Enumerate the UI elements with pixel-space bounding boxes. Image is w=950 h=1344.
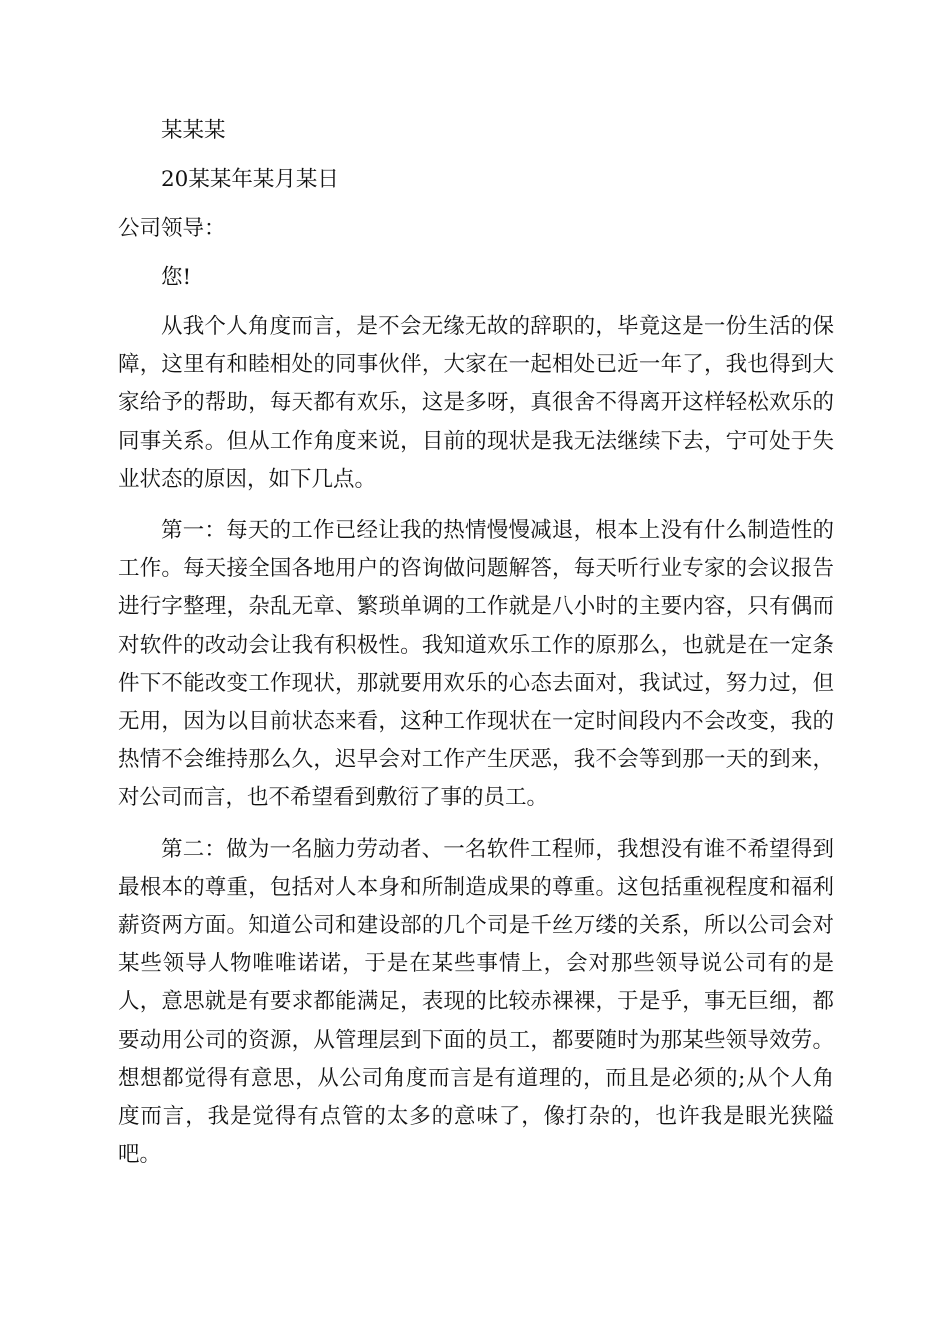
letter-page [118, 112, 834, 1187]
body-paragraph-first-reason: 第一：每天的工作已经让我的热情慢慢减退，根本上没有什么制造性的工作。每天接全国各地用户的咨询做问题解答，每天听行业专家的会议报告进行字整理，杂乱无章、繁琐单调的工作就是八小时的主要内容，只有偶而对软件的改动会让我有积极性。我知道欢乐工作的原那么，也就是在一定条件下不能改变工作现状，那就要用欢乐的心态去面对，我试过，努力过，但无用，因为以目前状态来看，这种工作现状在一定时间段内不会改变，我的热情不会维持那么久，迟早会对工作产生厌恶，我不会等到那一天的到来，对公司而言，也不希望看到敷衍了事的员工。 [118, 518, 834, 811]
body-paragraph-second-reason: 第二：做为一名脑力劳动者、一名软件工程师，我想没有谁不希望得到最根本的尊重，包括对人本身和所制造成果的尊重。这包括重视程度和福利薪资两方面。知道公司和建设部的几个司是千丝万缕的关系，所以公司会对某些领导人物唯唯诺诺，于是在某些事情上，会对那些领导说公司有的是人，意思就是有要求都能满足，表现的比较赤裸裸，于是乎，事无巨细，都要动用公司的资源，从管理层到下面的员工，都要随时为那某些领导效劳。想想都觉得有意思，从公司角度而言是有道理的，而且是必须的;从个人角度而言，我是觉得有点管的太多的意味了，像打杂的，也许我是眼光狭隘吧。 [118, 836, 834, 1168]
signature-name: 某某某 [161, 118, 226, 143]
salutation: 公司领导： [118, 216, 226, 241]
body-paragraph-intro: 从我个人角度而言，是不会无缘无故的辞职的，毕竟这是一份生活的保障，这里有和睦相处的同事伙伴，大家在一起相处已近一年了，我也得到大家给予的帮助，每天都有欢乐，这是多呀，真很舍不得离开这样轻松欢乐的同事关系。但从工作角度来说，目前的现状是我无法继续下去，宁可处于失业状态的原因，如下几点。 [118, 314, 834, 492]
signature-date: 20某某年某月某日 [161, 167, 339, 192]
greeting: 您! [161, 265, 192, 290]
